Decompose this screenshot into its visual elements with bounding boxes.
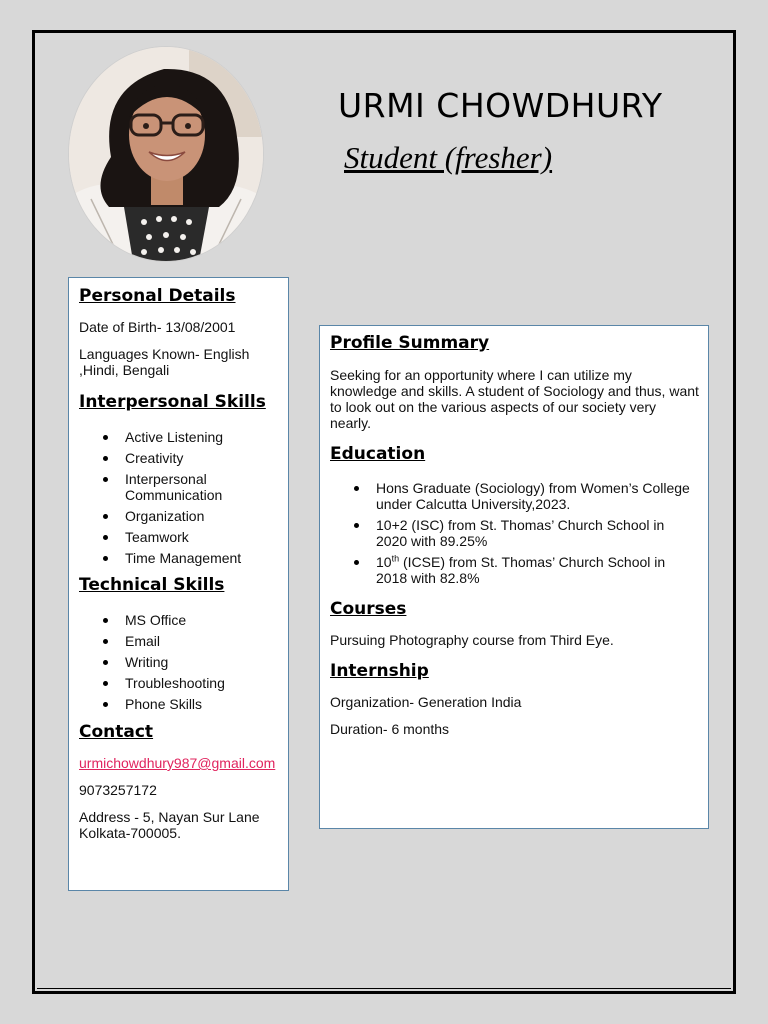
education-heading: Education xyxy=(330,444,426,464)
personal-details-heading: Personal Details xyxy=(79,286,236,306)
courses-heading: Courses xyxy=(330,599,407,619)
list-item: 10+2 (ISC) from St. Thomas’ Church School in 2020 with 89.25% xyxy=(330,517,676,549)
interpersonal-skills-heading: Interpersonal Skills xyxy=(79,392,266,412)
courses-text: Pursuing Photography course from Third Eye. xyxy=(330,632,614,648)
phone-number: 9073257172 xyxy=(79,782,157,798)
grade-number: 10 xyxy=(376,554,392,570)
profile-summary-heading: Profile Summary xyxy=(330,333,490,353)
address: Address - 5, Nayan Sur Lane Kolkata-700005. xyxy=(79,809,260,841)
technical-skills-list xyxy=(79,612,282,712)
candidate-name: URMI CHOWDHURY xyxy=(338,86,663,125)
profile-summary-text: Seeking for an opportunity where I can utilize my knowledge and skills. A student of Sociology and thus, want to look out on the various aspects of our society very nearly. xyxy=(330,367,699,431)
profile-photo xyxy=(68,46,264,262)
date-of-birth: Date of Birth- 13/08/2001 xyxy=(79,319,236,335)
ordinal-suffix: th xyxy=(391,553,400,564)
list-item: Writing xyxy=(79,654,282,670)
email-link[interactable]: urmichowdhury987@gmail.com xyxy=(79,755,276,771)
list-item: Active Listening xyxy=(79,429,282,445)
list-item: Organization xyxy=(79,508,282,524)
list-item: Creativity xyxy=(79,450,282,466)
left-column-box xyxy=(68,277,289,891)
contact-heading: Contact xyxy=(79,722,154,742)
list-item: Teamwork xyxy=(79,529,282,545)
profile-photo-illustration xyxy=(69,47,263,261)
internship-heading: Internship xyxy=(330,661,429,681)
list-item: Email xyxy=(79,633,282,649)
list-item: Troubleshooting xyxy=(79,675,282,691)
list-item: Interpersonal Communication xyxy=(79,471,255,503)
languages-known: Languages Known- English ,Hindi, Bengali xyxy=(79,346,250,378)
interpersonal-skills-list xyxy=(79,429,282,566)
list-item: Phone Skills xyxy=(79,696,282,712)
candidate-role: Student (fresher) xyxy=(344,140,553,175)
technical-skills-heading: Technical Skills xyxy=(79,575,225,595)
list-item: Time Management xyxy=(79,550,282,566)
list-item: Hons Graduate (Sociology) from Women’s College under Calcutta University,2023. xyxy=(330,480,696,512)
internship-organization: Organization- Generation India xyxy=(330,694,522,710)
education-detail: (ICSE) from St. Thomas’ Church School in 2018 with 82.8% xyxy=(376,554,666,586)
list-item xyxy=(330,554,676,586)
right-column-box xyxy=(319,325,709,829)
internship-duration: Duration- 6 months xyxy=(330,721,450,737)
education-list xyxy=(330,480,698,586)
list-item: MS Office xyxy=(79,612,282,628)
